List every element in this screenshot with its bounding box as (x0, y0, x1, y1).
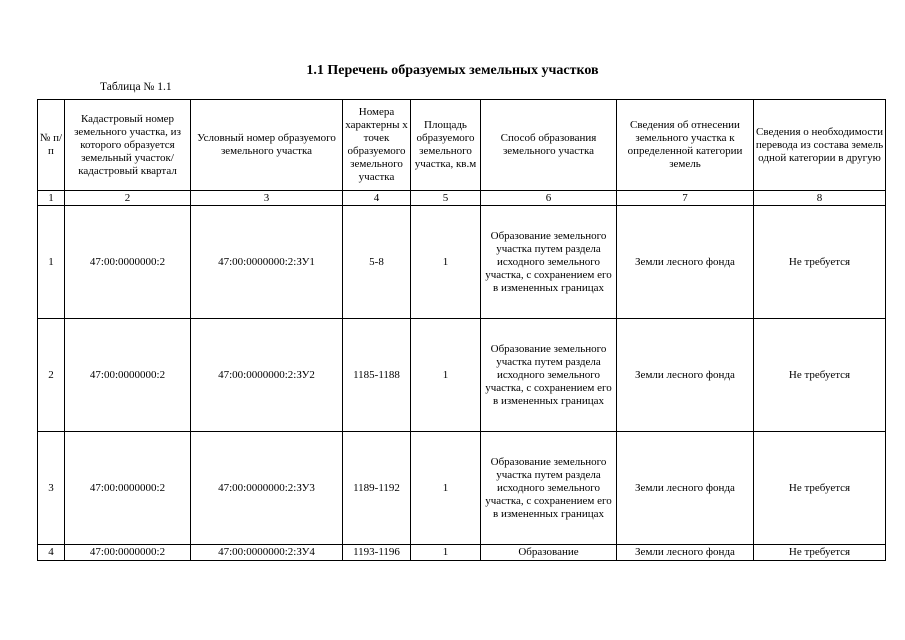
header-number: № п/п (38, 100, 65, 191)
table-caption: Таблица № 1.1 (100, 81, 172, 93)
land-plots-table (37, 99, 886, 561)
conditional-number-cell: 47:00:0000000:2:ЗУ3 (191, 432, 343, 545)
conditional-number-cell: 47:00:0000000:2:ЗУ1 (191, 206, 343, 319)
row-number-cell: 2 (38, 319, 65, 432)
source-cadastral-cell: 47:00:0000000:2 (65, 545, 191, 561)
formation-method-cell: Образование земельного участка путем раздела исходного земельного участка, с сохранением его в измененных границах (481, 206, 617, 319)
document-title: 1.1 Перечень образуемых земельных участков (306, 63, 599, 78)
column-number: 3 (191, 191, 343, 206)
row-number-cell: 3 (38, 432, 65, 545)
column-number: 7 (617, 191, 754, 206)
conditional-number-cell: 47:00:0000000:2:ЗУ4 (191, 545, 343, 561)
column-number: 1 (38, 191, 65, 206)
column-number: 5 (411, 191, 481, 206)
boundary-points-cell: 1189-1192 (343, 432, 411, 545)
land-category-cell: Земли лесного фонда (617, 206, 754, 319)
header-boundary-points: Номера характерны х точек образуемого земельного участка (343, 100, 411, 191)
row-number-cell: 1 (38, 206, 65, 319)
category-transfer-cell: Не требуется (754, 432, 886, 545)
land-category-cell: Земли лесного фонда (617, 545, 754, 561)
category-transfer-cell: Не требуется (754, 319, 886, 432)
column-number-row (38, 191, 886, 206)
header-category-transfer: Сведения о необходимости перевода из состава земель одной категории в другую (754, 100, 886, 191)
header-land-category: Сведения об отнесении земельного участка к определенной категории земель (617, 100, 754, 191)
column-number: 6 (481, 191, 617, 206)
formation-method-cell: Образование земельного участка путем раздела исходного земельного участка, с сохранением его в измененных границах (481, 432, 617, 545)
boundary-points-cell: 1185-1188 (343, 319, 411, 432)
area-cell: 1 (411, 545, 481, 561)
area-cell: 1 (411, 206, 481, 319)
area-cell: 1 (411, 319, 481, 432)
header-formation-method: Способ образования земельного участка (481, 100, 617, 191)
header-source-cadastral-number: Кадастровый номер земельного участка, из которого образуется земельный участок/ кадастровый квартал (65, 100, 191, 191)
source-cadastral-cell: 47:00:0000000:2 (65, 206, 191, 319)
column-number: 8 (754, 191, 886, 206)
boundary-points-cell: 5-8 (343, 206, 411, 319)
source-cadastral-cell: 47:00:0000000:2 (65, 319, 191, 432)
formation-method-cell: Образование (481, 545, 617, 561)
table-header-row (38, 100, 886, 191)
column-number: 2 (65, 191, 191, 206)
table-row (38, 319, 886, 432)
row-number-cell: 4 (38, 545, 65, 561)
header-area: Площадь образуемого земельного участка, кв.м (411, 100, 481, 191)
land-category-cell: Земли лесного фонда (617, 319, 754, 432)
table-row (38, 545, 886, 561)
area-cell: 1 (411, 432, 481, 545)
category-transfer-cell: Не требуется (754, 545, 886, 561)
boundary-points-cell: 1193-1196 (343, 545, 411, 561)
column-number: 4 (343, 191, 411, 206)
table-row (38, 206, 886, 319)
land-category-cell: Земли лесного фонда (617, 432, 754, 545)
source-cadastral-cell: 47:00:0000000:2 (65, 432, 191, 545)
conditional-number-cell: 47:00:0000000:2:ЗУ2 (191, 319, 343, 432)
category-transfer-cell: Не требуется (754, 206, 886, 319)
table-row (38, 432, 886, 545)
header-conditional-number: Условный номер образуемого земельного участка (191, 100, 343, 191)
formation-method-cell: Образование земельного участка путем раздела исходного земельного участка, с сохранением его в измененных границах (481, 319, 617, 432)
